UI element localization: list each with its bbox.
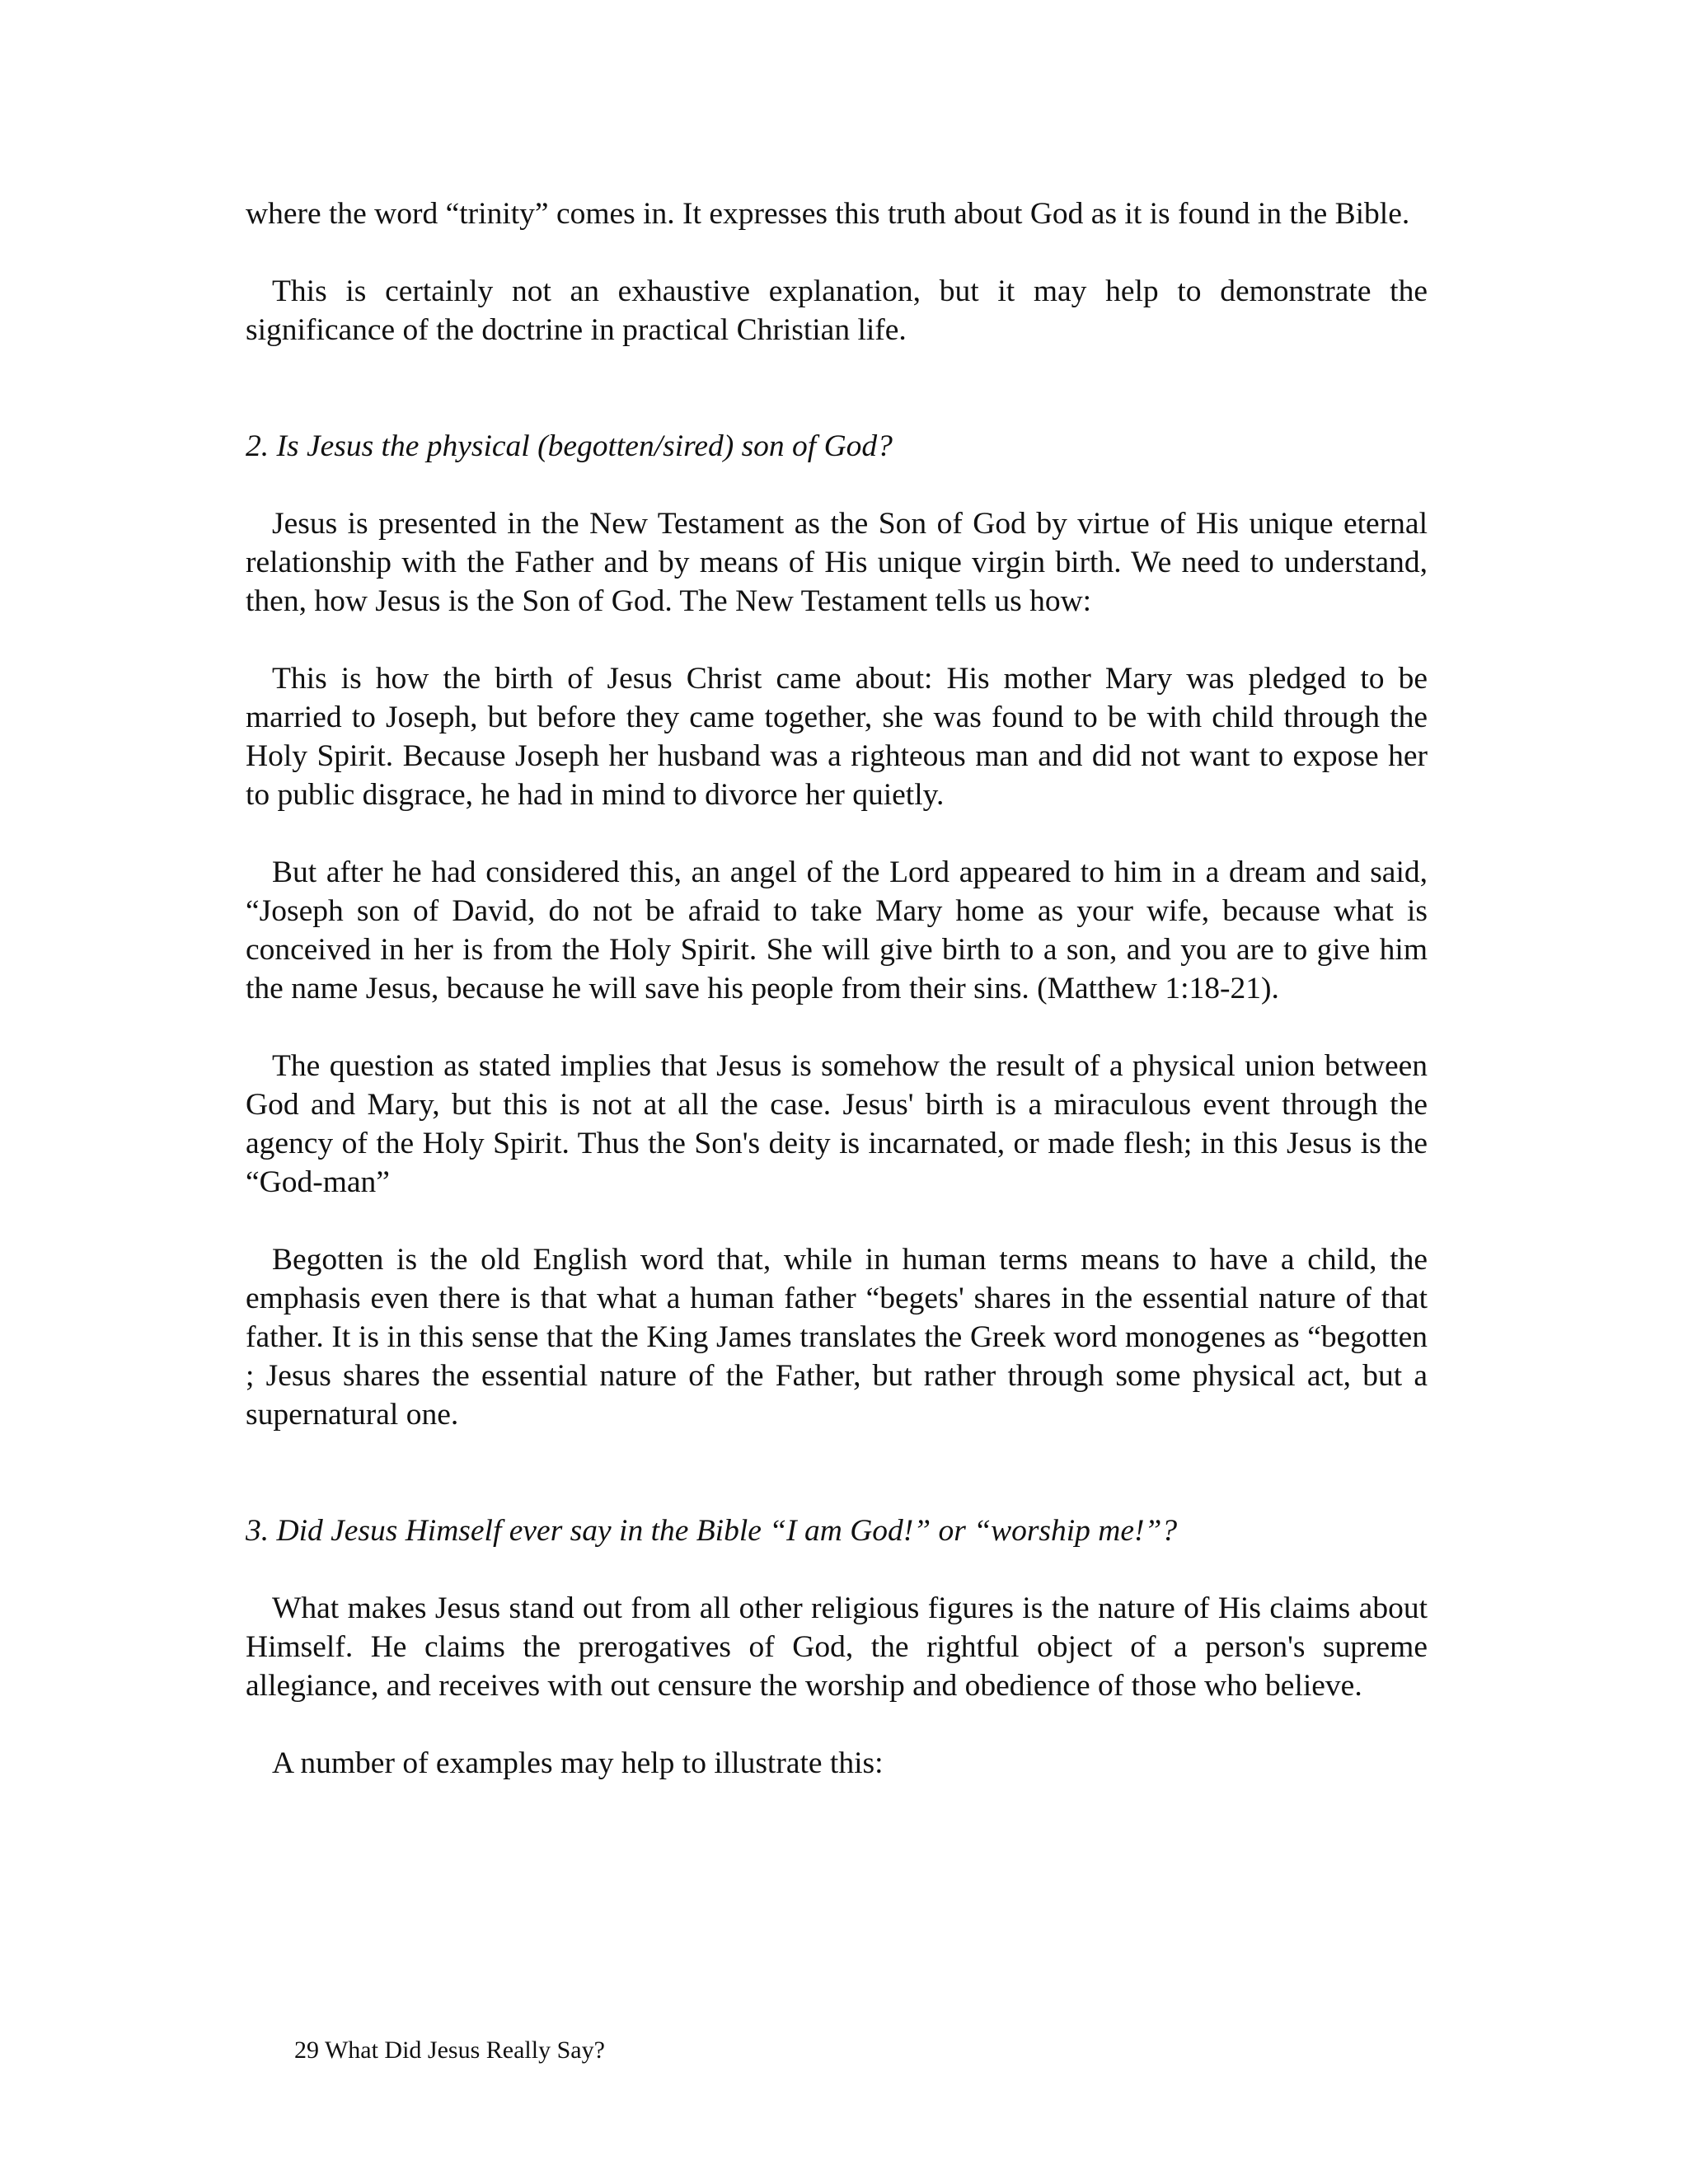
page-footer: 29 What Did Jesus Really Say?	[294, 2036, 605, 2064]
paragraph-claims: What makes Jesus stand out from all other religious figures is the nature of His claims about Himself. He claims the prerogatives of God, the rightful object of a person's supreme allegiance, and receives with out censure the worship and obedience of those who believe.	[246, 1591, 1428, 1703]
paragraph-birth-of-jesus: This is how the birth of Jesus Christ came about: His mother Mary was pledged to be married to Joseph, but before they came together, she was found to be with child through the Holy Spirit. Because Joseph her husband was a righteous man and did not want to expose her to public disgrace, he had in mind to divorce her quietly.	[246, 662, 1428, 812]
paragraph-examples: A number of examples may help to illustrate this:	[272, 1746, 884, 1780]
page-body	[246, 194, 1428, 1783]
section-heading-2: 2. Is Jesus the physical (begotten/sired) son of God?	[246, 429, 893, 463]
paragraph-physical-union: The question as stated implies that Jesus is somehow the result of a physical union between God and Mary, but this is not at all the case. Jesus' birth is a miraculous event through the agency of the Holy Spirit. Thus the Son's deity is incarnated, or made flesh; in this Jesus is the “God-man”	[246, 1049, 1428, 1199]
paragraph-angel-dream: But after he had considered this, an angel of the Lord appeared to him in a dream and said, “Joseph son of David, do not be afraid to take Mary home as your wife, because what is conceived in her is from the Holy Spirit. She will give birth to a son, and you are to give him the name Jesus, because he will save his people from their sins. (Matthew 1:18-21).	[246, 855, 1428, 1005]
paragraph-doctrine-significance: This is certainly not an exhaustive explanation, but it may help to demonstrate the significance of the doctrine in practical Christian life.	[246, 274, 1428, 347]
paragraph-son-of-god: Jesus is presented in the New Testament as the Son of God by virtue of His unique eternal relationship with the Father and by means of His unique virgin birth. We need to understand, then, how Jesus is the Son of God. The New Testament tells us how:	[246, 507, 1428, 618]
paragraph-begotten: Begotten is the old English word that, while in human terms means to have a child, the emphasis even there is that what a human father “begets' shares in the essential nature of that father. It is in this sense that the King James translates the Greek word monogenes as “begotten ; Jesus shares the essential nature of the Father, but rather through some physical act, but a supernatural one.	[246, 1243, 1428, 1432]
section-heading-3: 3. Did Jesus Himself ever say in the Bible “I am God!” or “worship me!”?	[246, 1514, 1178, 1548]
paragraph-trinity-conclusion: where the word “trinity” comes in. It expresses this truth about God as it is found in the Bible.	[246, 197, 1410, 231]
